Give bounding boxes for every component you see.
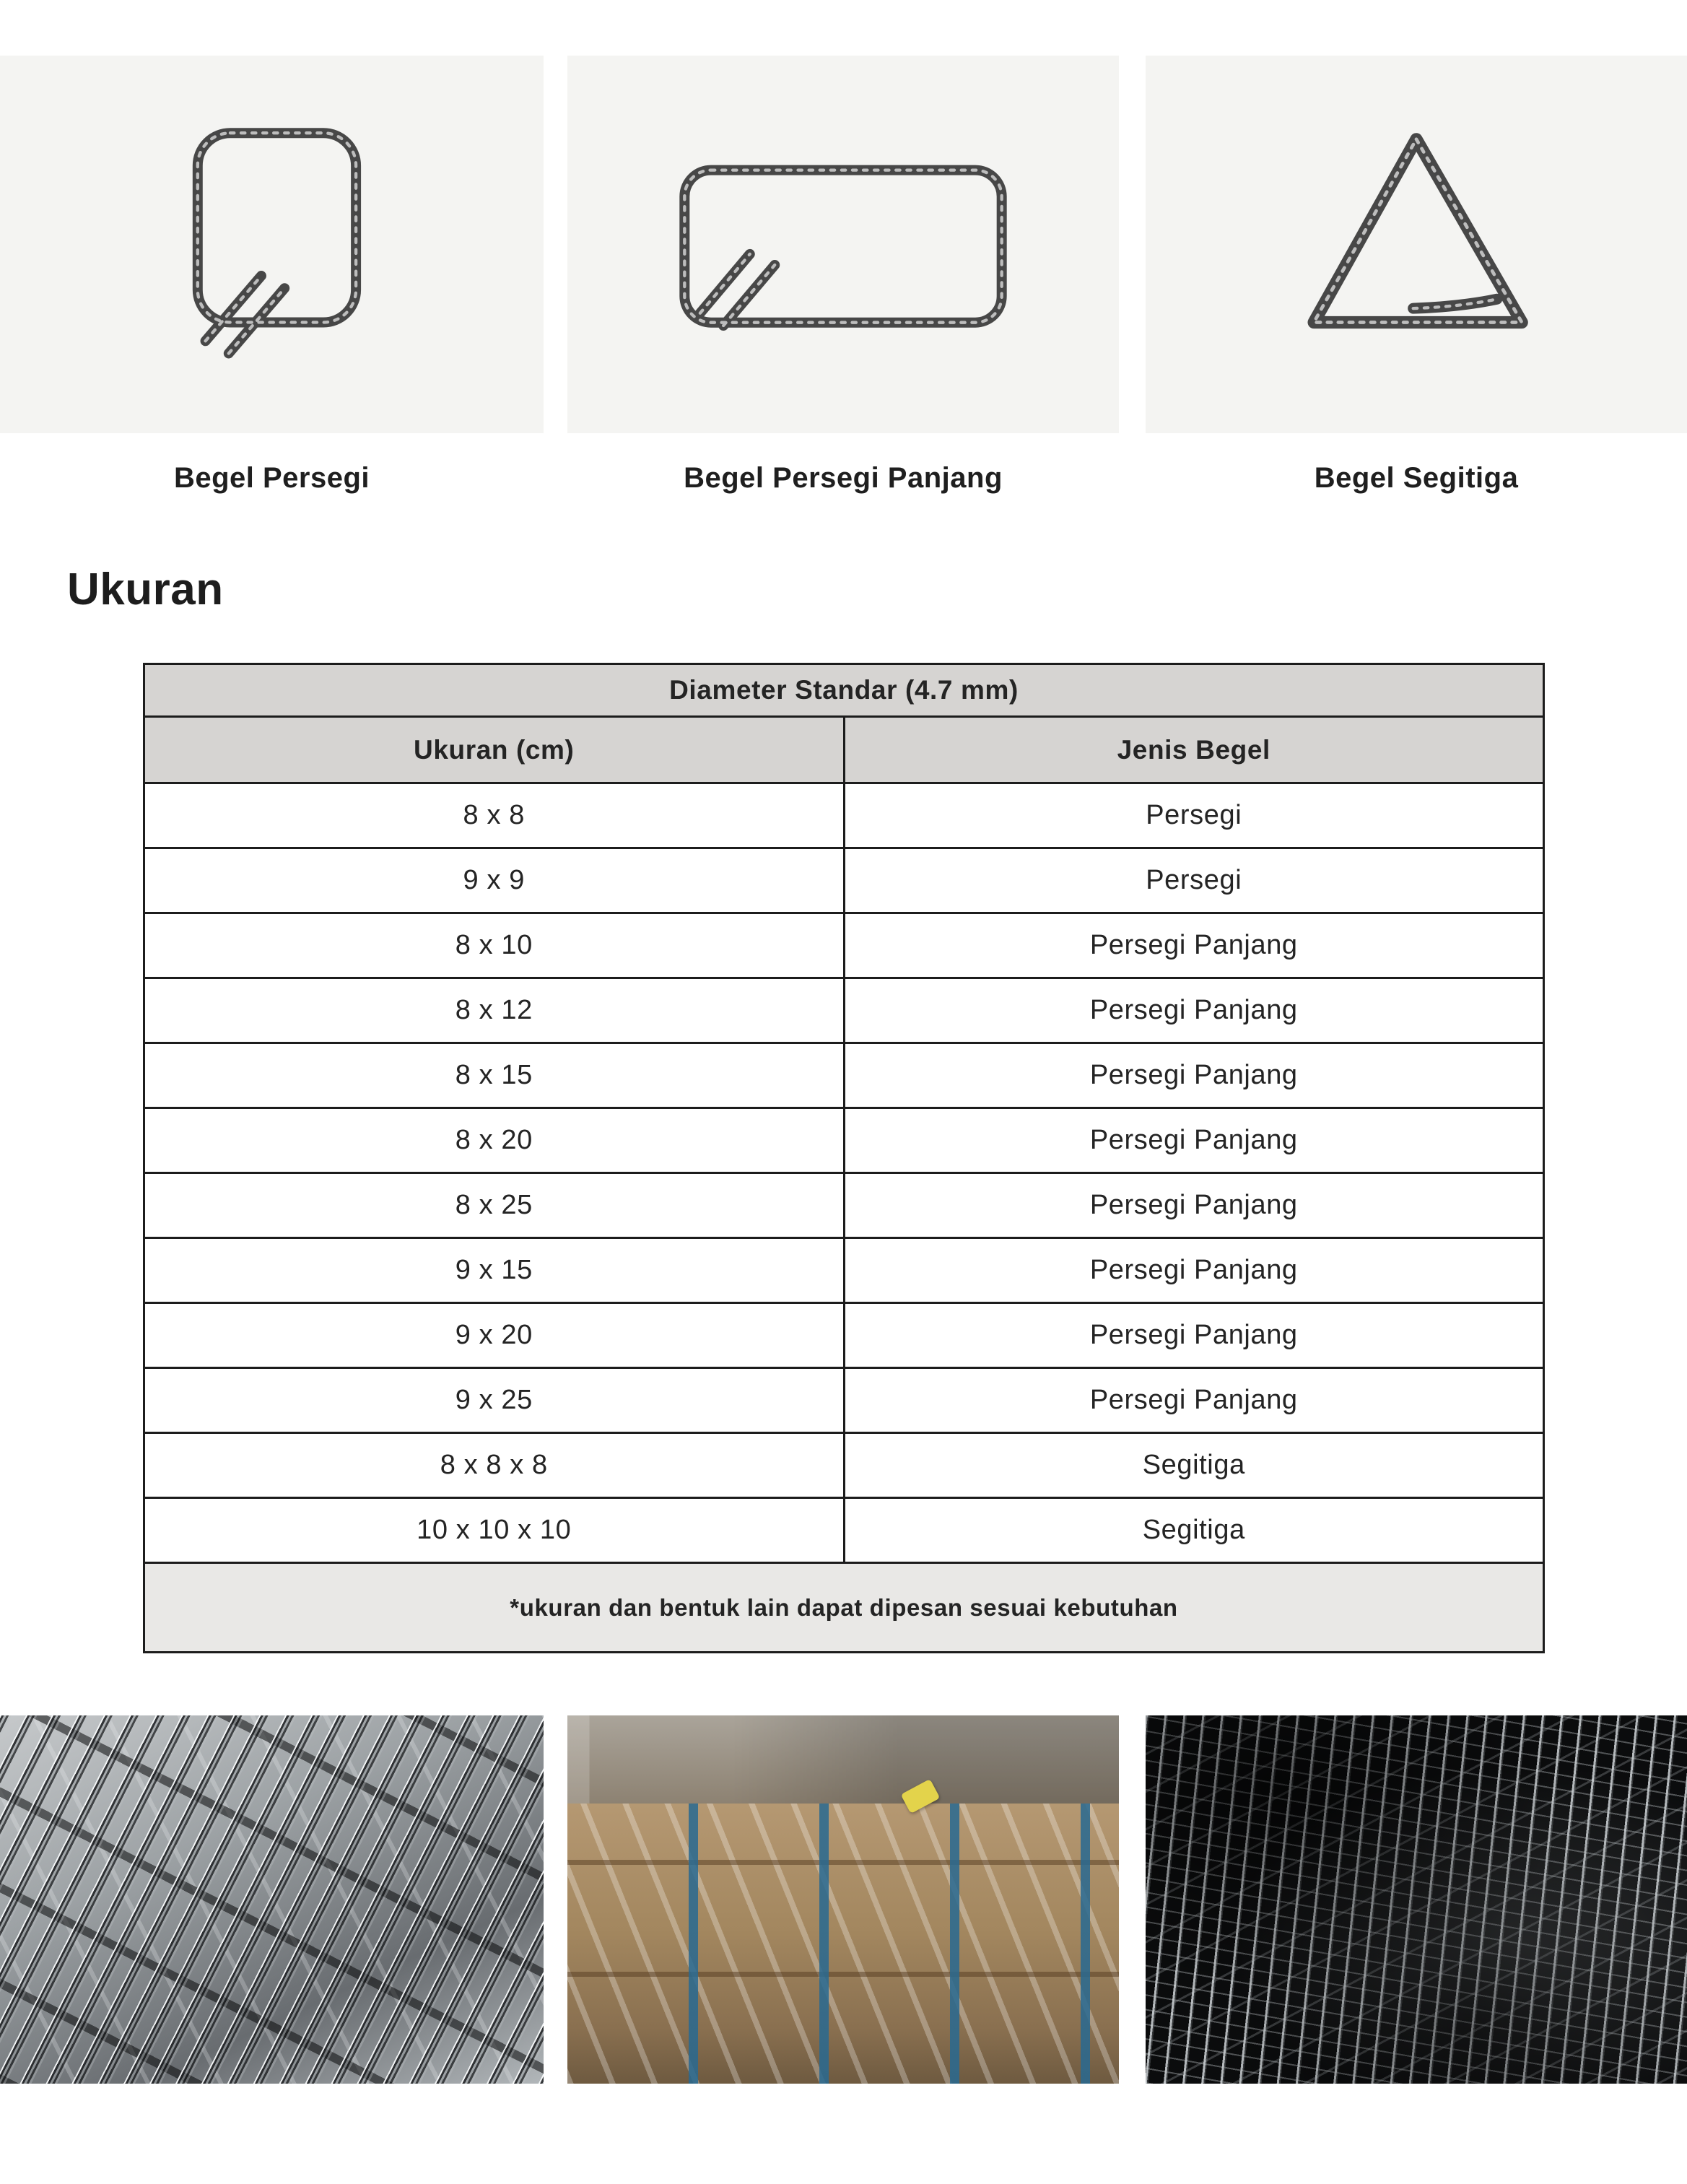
table-row xyxy=(144,1238,1544,1303)
type-cell: Persegi Panjang xyxy=(844,978,1544,1043)
size-cell: 9 x 15 xyxy=(144,1238,845,1303)
size-cell: 10 x 10 x 10 xyxy=(144,1498,845,1563)
table-row xyxy=(144,1433,1544,1498)
table-row xyxy=(144,1108,1544,1173)
photo-stacked-square-stirrups xyxy=(0,1715,544,2084)
rectangle-stirrup-icon xyxy=(641,79,1045,411)
size-cell: 8 x 8 x 8 xyxy=(144,1433,845,1498)
table-title-row xyxy=(144,664,1544,717)
photo-dark-rebar-stirrup-pile xyxy=(1146,1715,1687,2084)
table-title: Diameter Standar (4.7 mm) xyxy=(144,664,1544,717)
photo-packed-boxes-warehouse xyxy=(567,1715,1119,2084)
product-label-persegi-panjang: Begel Persegi Panjang xyxy=(684,462,1003,494)
product-type-segitiga xyxy=(1146,56,1687,495)
type-cell: Persegi Panjang xyxy=(844,1043,1544,1108)
square-stirrup-icon xyxy=(117,79,427,411)
size-cell: 8 x 8 xyxy=(144,783,845,848)
product-type-persegi-panjang xyxy=(567,56,1119,495)
table-row xyxy=(144,783,1544,848)
table-row xyxy=(144,848,1544,913)
type-cell: Persegi Panjang xyxy=(844,1303,1544,1368)
size-cell: 8 x 20 xyxy=(144,1108,845,1173)
product-types-row xyxy=(0,56,1687,495)
type-cell: Persegi Panjang xyxy=(844,1238,1544,1303)
column-header-jenis-begel: Jenis Begel xyxy=(844,717,1544,783)
size-cell: 9 x 9 xyxy=(144,848,845,913)
table-row xyxy=(144,1498,1544,1563)
product-image-persegi-panjang xyxy=(567,56,1119,433)
gallery-row xyxy=(0,1715,1687,2084)
size-cell: 8 x 25 xyxy=(144,1173,845,1238)
type-cell: Segitiga xyxy=(844,1433,1544,1498)
type-cell: Persegi xyxy=(844,848,1544,913)
table-row xyxy=(144,913,1544,978)
table-row xyxy=(144,978,1544,1043)
product-type-persegi xyxy=(0,56,544,495)
table-column-header-row xyxy=(144,717,1544,783)
column-header-ukuran: Ukuran (cm) xyxy=(144,717,845,783)
size-cell: 8 x 12 xyxy=(144,978,845,1043)
table-row xyxy=(144,1043,1544,1108)
product-image-segitiga xyxy=(1146,56,1687,433)
size-cell: 9 x 25 xyxy=(144,1368,845,1433)
triangle-stirrup-icon xyxy=(1261,79,1572,411)
size-cell: 9 x 20 xyxy=(144,1303,845,1368)
type-cell: Persegi Panjang xyxy=(844,1368,1544,1433)
product-image-persegi xyxy=(0,56,544,433)
type-cell: Persegi Panjang xyxy=(844,1173,1544,1238)
table-row xyxy=(144,1368,1544,1433)
type-cell: Segitiga xyxy=(844,1498,1544,1563)
table-row xyxy=(144,1303,1544,1368)
section-heading: Ukuran xyxy=(67,565,224,614)
table-footnote: *ukuran dan bentuk lain dapat dipesan sesuai kebutuhan xyxy=(144,1563,1544,1653)
size-table-body xyxy=(144,783,1544,1563)
table-row xyxy=(144,1173,1544,1238)
size-table-section xyxy=(0,663,1687,1653)
product-label-segitiga: Begel Segitiga xyxy=(1314,462,1519,494)
table-footnote-row xyxy=(144,1563,1544,1653)
product-label-persegi: Begel Persegi xyxy=(173,462,370,494)
size-cell: 8 x 10 xyxy=(144,913,845,978)
catalog-page xyxy=(0,56,1687,2084)
type-cell: Persegi xyxy=(844,783,1544,848)
wrapped-boxes xyxy=(567,1804,1119,2084)
warehouse-wall xyxy=(567,1715,1119,1804)
size-cell: 8 x 15 xyxy=(144,1043,845,1108)
type-cell: Persegi Panjang xyxy=(844,913,1544,978)
size-table xyxy=(143,663,1545,1653)
type-cell: Persegi Panjang xyxy=(844,1108,1544,1173)
